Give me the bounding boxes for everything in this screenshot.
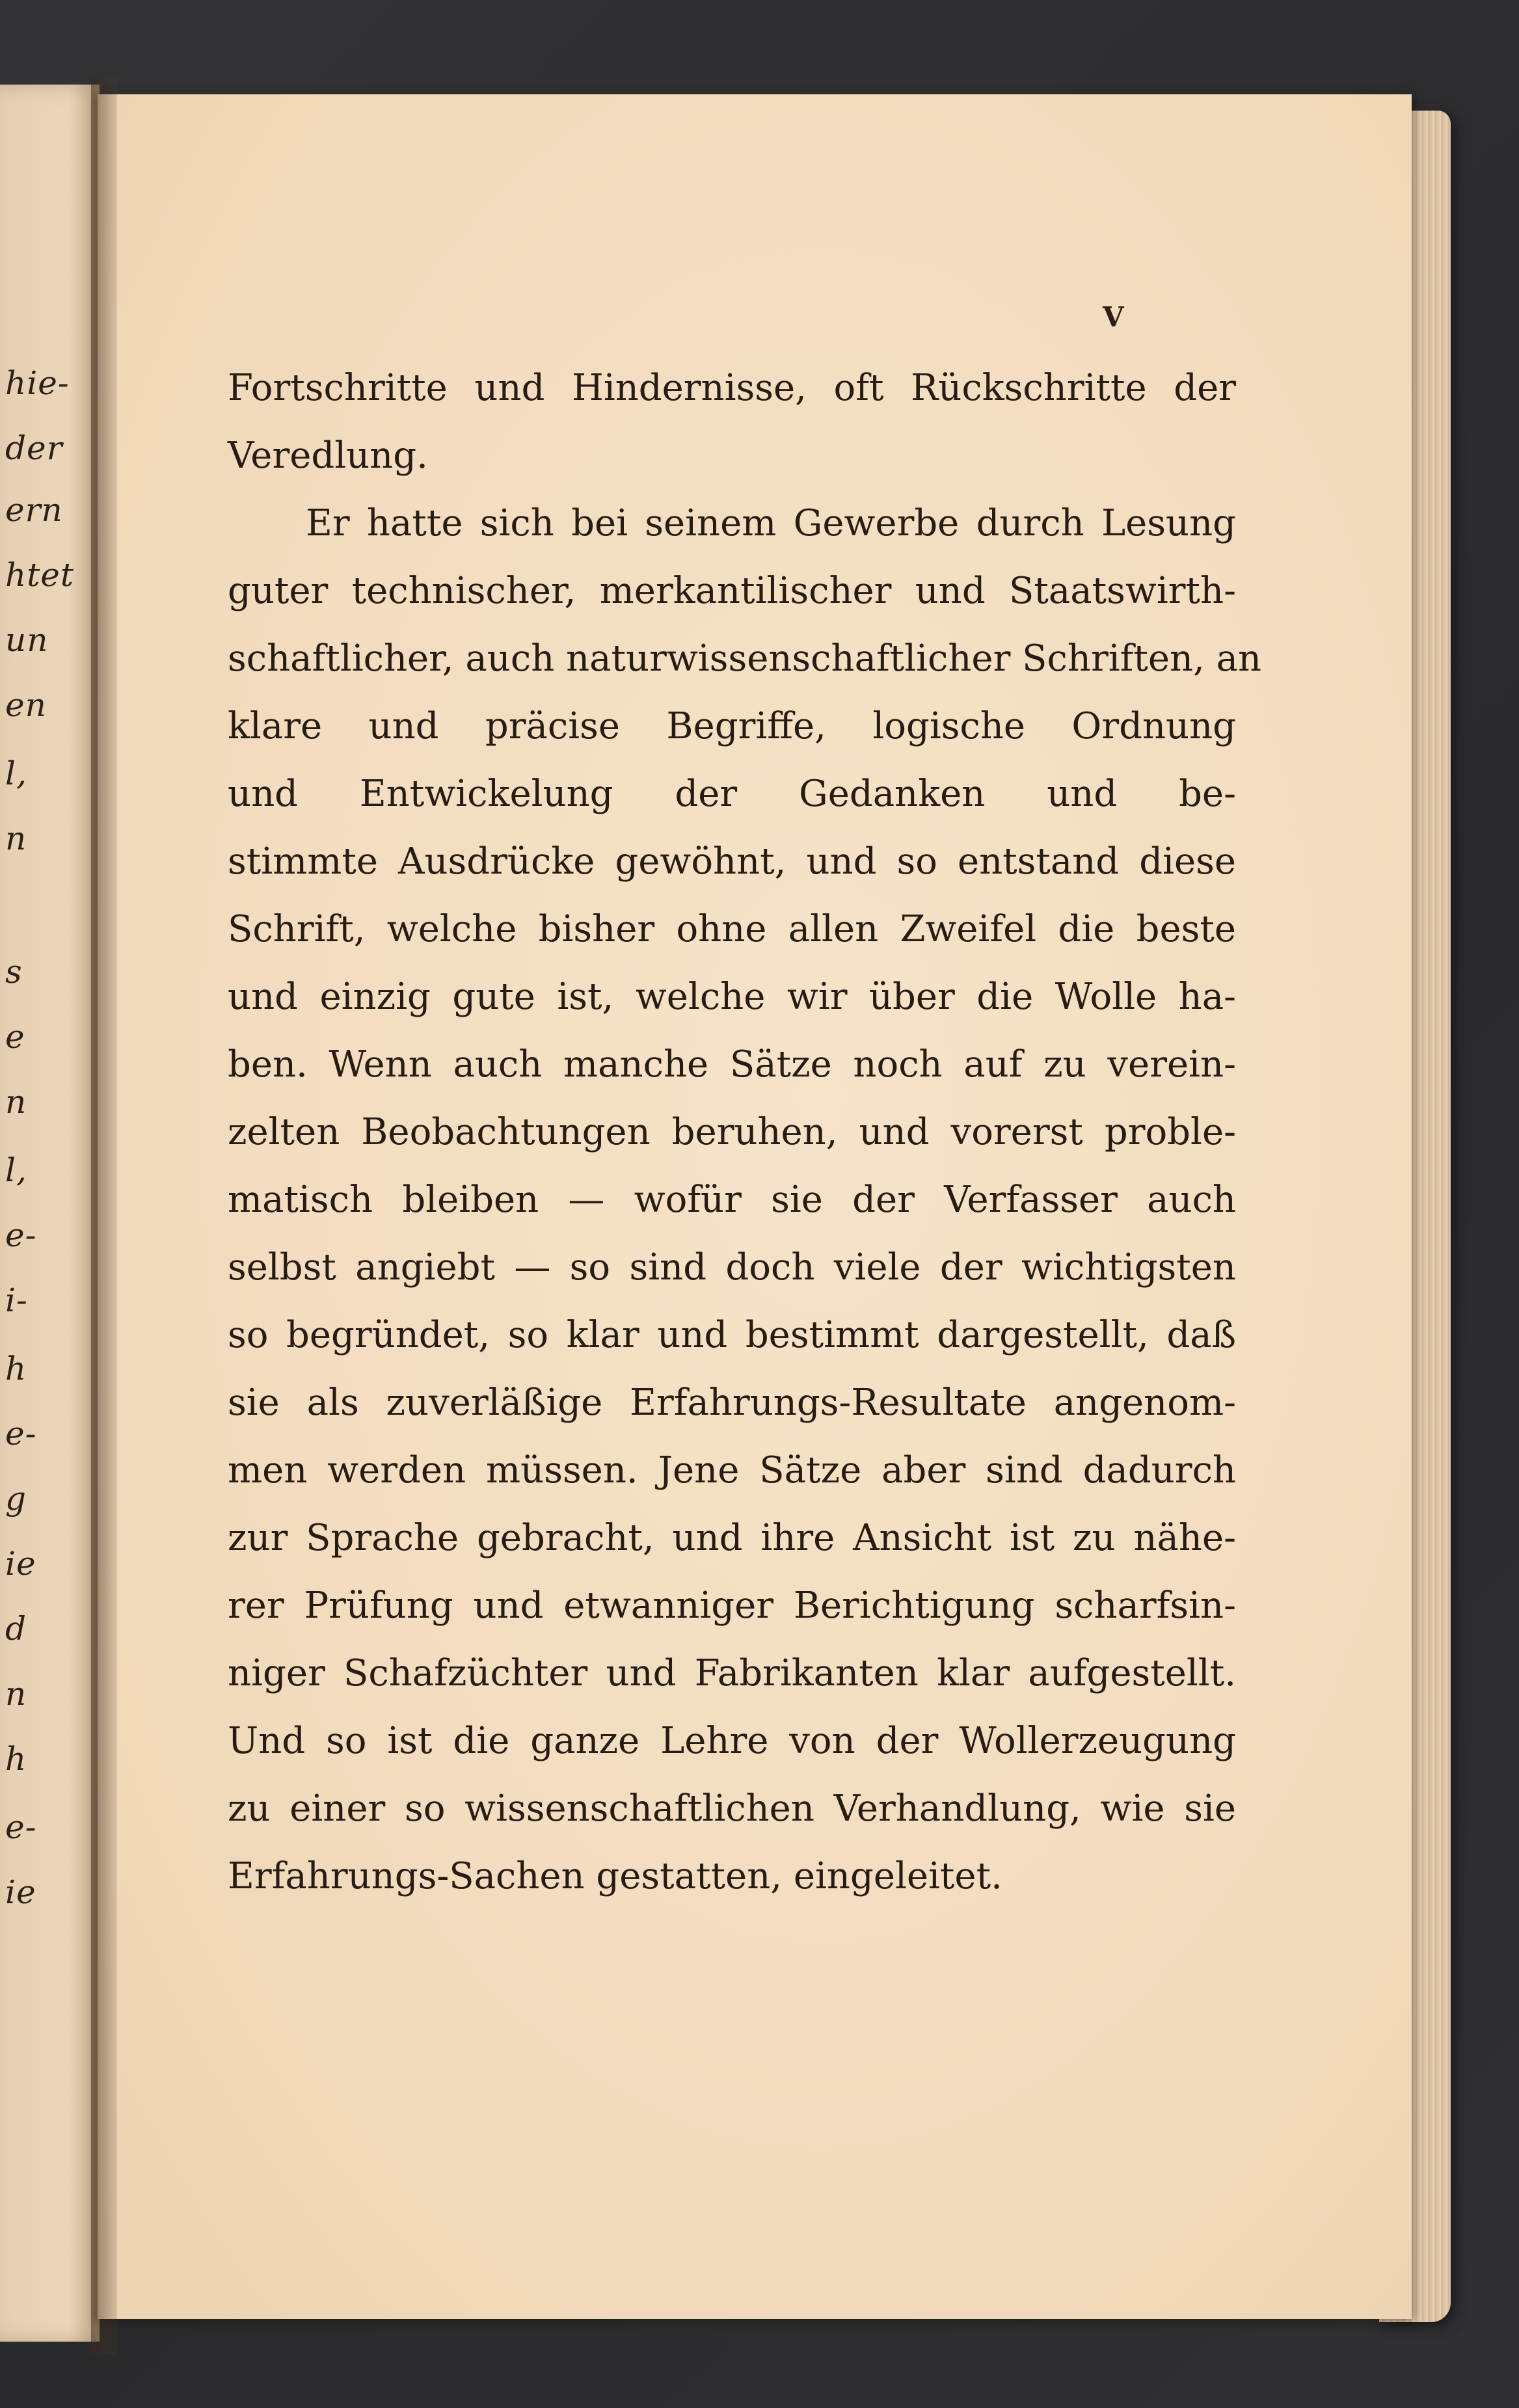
text-line: Fortschritte und Hindernisse, oft Rückschritte der <box>228 367 1236 409</box>
book-page <box>98 94 1412 2319</box>
facing-fragment: l, <box>5 1151 27 1189</box>
text-line: und Entwickelung der Gedanken und be- <box>228 773 1236 815</box>
text-line: matisch bleiben — wofür sie der Verfasser auch <box>228 1179 1236 1221</box>
facing-fragment: un <box>5 621 49 659</box>
facing-page <box>0 85 100 2342</box>
text-line: niger Schafzüchter und Fabrikanten klar aufgestellt. <box>228 1652 1236 1694</box>
page-number: V <box>1103 301 1124 333</box>
text-line: schaftlicher, auch naturwissenschaftlicher Schriften, an <box>228 637 1262 680</box>
text-line: sie als zuverläßige Erfahrungs-Resultate angenom- <box>228 1382 1236 1424</box>
text-line: Er hatte sich bei seinem Gewerbe durch Lesung <box>306 502 1236 544</box>
text-line: guter technischer, merkantilischer und Staatswirth- <box>228 570 1236 612</box>
text-line: Schrift, welche bisher ohne allen Zweifel die beste <box>228 908 1236 950</box>
facing-fragment: e- <box>5 1415 37 1452</box>
facing-fragment: n <box>5 820 27 857</box>
facing-page-text <box>0 85 91 2342</box>
facing-fragment: e <box>5 1018 25 1056</box>
text-line: zelten Beobachtungen beruhen, und vorerst proble- <box>228 1111 1236 1153</box>
facing-fragment: e- <box>5 1808 37 1846</box>
text-line: Erfahrungs-Sachen gestatten, eingeleitet. <box>228 1855 1002 1897</box>
text-line: Veredlung. <box>228 435 428 477</box>
facing-fragment: der <box>5 429 63 467</box>
text-line: so begründet, so klar und bestimmt dargestellt, daß <box>228 1314 1236 1356</box>
facing-fragment: hie- <box>5 364 70 402</box>
facing-fragment: n <box>5 1083 27 1121</box>
body-text <box>228 355 1262 1910</box>
facing-fragment: n <box>5 1675 27 1713</box>
facing-fragment: g <box>5 1480 27 1518</box>
facing-fragment: en <box>5 686 47 724</box>
text-line: und einzig gute ist, welche wir über die Wolle ha- <box>228 976 1236 1018</box>
text-line: stimmte Ausdrücke gewöhnt, und so entstand diese <box>228 840 1236 883</box>
facing-fragment: l, <box>5 755 27 792</box>
facing-fragment: ie <box>5 1873 36 1911</box>
facing-fragment: htet <box>5 556 74 594</box>
text-line: ben. Wenn auch manche Sätze noch auf zu verein- <box>228 1043 1236 1086</box>
text-line: men werden müssen. Jene Sätze aber sind dadurch <box>228 1449 1236 1492</box>
text-line: selbst angiebt — so sind doch viele der wichtigsten <box>228 1246 1236 1289</box>
facing-fragment: ern <box>5 491 63 529</box>
facing-fragment: h <box>5 1350 27 1387</box>
facing-fragment: ie <box>5 1545 36 1583</box>
facing-fragment: i- <box>5 1281 28 1319</box>
text-line: klare und präcise Begriffe, logische Ordnung <box>228 705 1236 747</box>
text-line: zu einer so wissenschaftlichen Verhandlung, wie sie <box>228 1787 1236 1830</box>
text-line: Und so ist die ganze Lehre von der Wollerzeugung <box>228 1720 1236 1762</box>
gutter-shadow <box>91 78 117 2355</box>
text-line: zur Sprache gebracht, und ihre Ansicht ist zu nähe- <box>228 1517 1236 1559</box>
facing-fragment: s <box>5 953 23 991</box>
facing-fragment: e- <box>5 1216 37 1254</box>
facing-fragment: h <box>5 1740 27 1778</box>
text-line: rer Prüfung und etwanniger Berichtigung scharfsin- <box>228 1585 1236 1627</box>
facing-fragment: d <box>5 1610 27 1648</box>
